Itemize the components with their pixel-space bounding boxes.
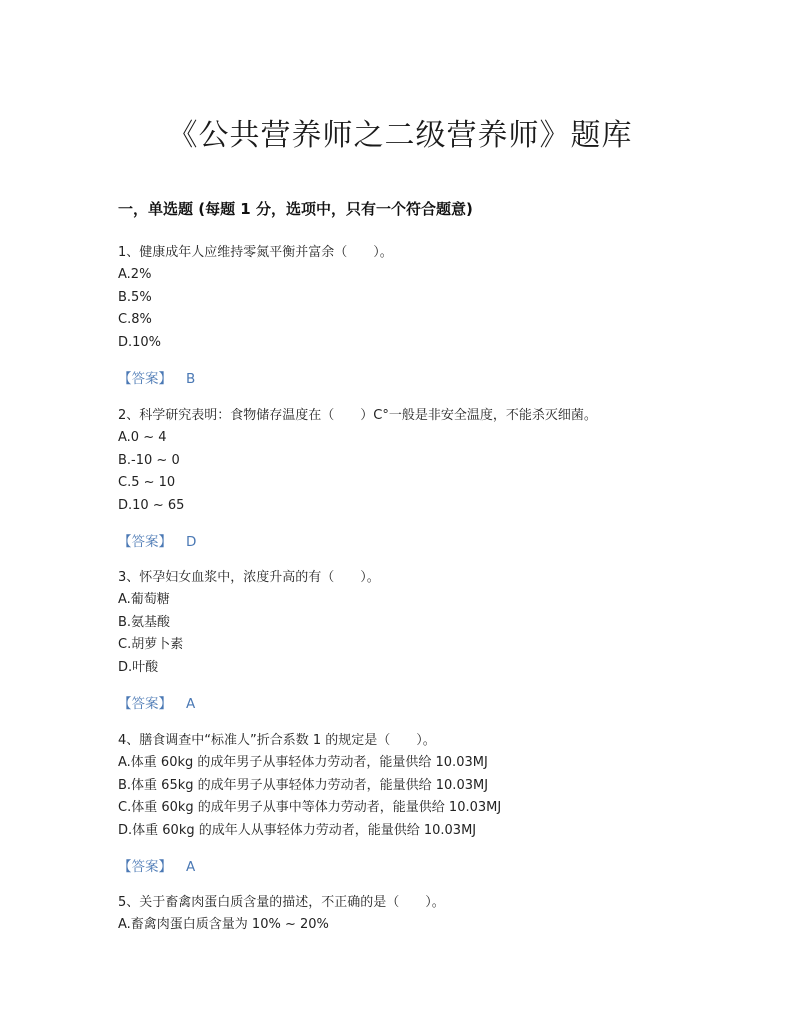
section-heading: 一，单选题 (每题 1 分，选项中，只有一个符合题意) bbox=[118, 200, 473, 218]
answer-value: A bbox=[186, 859, 196, 875]
option-d: D.叶酸 bbox=[118, 659, 159, 675]
answer-line bbox=[118, 856, 718, 878]
question-stem: 3、怀孕妇女血浆中，浓度升高的有（ ）。 bbox=[118, 570, 380, 585]
option-c: C.5 ~ 10 bbox=[118, 475, 176, 490]
question-stem: 5、关于畜禽肉蛋白质含量的描述，不正确的是（ ）。 bbox=[118, 895, 445, 910]
document-title: 《公共营养师之二级营养师》题库 bbox=[167, 118, 633, 153]
question-4 bbox=[118, 730, 718, 878]
question-stem: 4、膳食调查中“标准人”折合系数 1 的规定是（ ）。 bbox=[118, 733, 436, 748]
option-c: C.胡萝卜素 bbox=[118, 637, 184, 652]
option-a: A.葡萄糖 bbox=[118, 592, 170, 607]
option-a: A.畜禽肉蛋白质含量为 10% ~ 20% bbox=[118, 917, 329, 932]
answer-value: D bbox=[186, 534, 197, 550]
option-a: A.2% bbox=[118, 267, 152, 282]
option-b: B.氨基酸 bbox=[118, 614, 171, 630]
question-stem: 1、健康成年人应维持零氮平衡并富余（ ）。 bbox=[118, 245, 393, 260]
option-b: B.5% bbox=[118, 289, 152, 305]
answer-value: A bbox=[186, 696, 196, 712]
answer-tag: 【答案】 bbox=[118, 371, 172, 387]
question-5 bbox=[118, 892, 718, 937]
answer-line bbox=[118, 531, 718, 553]
answer-tag: 【答案】 bbox=[118, 859, 172, 875]
question-3 bbox=[118, 567, 718, 715]
option-b: B.体重 65kg 的成年男子从事轻体力劳动者，能量供给 10.03MJ bbox=[118, 777, 489, 793]
option-c: C.体重 60kg 的成年男子从事中等体力劳动者，能量供给 10.03MJ bbox=[118, 800, 502, 815]
option-a: A.0 ~ 4 bbox=[118, 430, 167, 445]
question-stem: 2、科学研究表明：食物储存温度在（ ）C°一般是非安全温度，不能杀灭细菌。 bbox=[118, 408, 597, 423]
option-d: D.10% bbox=[118, 334, 162, 350]
answer-value: B bbox=[186, 371, 196, 387]
question-2 bbox=[118, 405, 718, 553]
option-a: A.体重 60kg 的成年男子从事轻体力劳动者，能量供给 10.03MJ bbox=[118, 755, 488, 770]
answer-line bbox=[118, 368, 718, 390]
option-d: D.10 ~ 65 bbox=[118, 497, 185, 513]
option-b: B.-10 ~ 0 bbox=[118, 452, 180, 468]
option-c: C.8% bbox=[118, 312, 152, 327]
answer-line bbox=[118, 693, 718, 715]
question-1 bbox=[118, 242, 718, 390]
option-d: D.体重 60kg 的成年人从事轻体力劳动者，能量供给 10.03MJ bbox=[118, 822, 477, 838]
answer-tag: 【答案】 bbox=[118, 534, 172, 550]
answer-tag: 【答案】 bbox=[118, 696, 172, 712]
